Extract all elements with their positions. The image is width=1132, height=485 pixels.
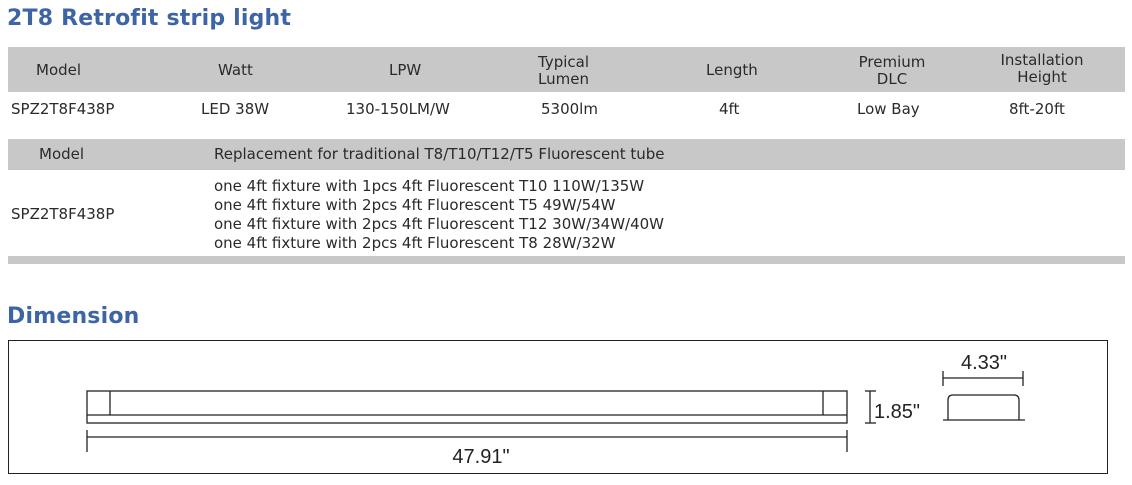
header-lpw: LPW <box>389 61 422 79</box>
replacement-header-description: Replacement for traditional T8/T10/T12/T5 Fluorescent tube <box>214 145 665 163</box>
header-installation-height-line1: Installation <box>1000 51 1084 69</box>
header-length: Length <box>706 61 758 79</box>
fixture-side-view <box>87 391 847 423</box>
width-label: 4.33" <box>960 352 1008 374</box>
row-lpw: 130-150LM/W <box>346 100 450 118</box>
replacement-line-3: one 4ft fixture with 2pcs 4ft Fluorescent T12 30W/34W/40W <box>214 215 665 233</box>
row-model: SPZ2T8F438P <box>11 100 115 118</box>
header-model: Model <box>36 61 82 79</box>
end-view-housing <box>948 395 1019 420</box>
length-label: 47.91" <box>452 446 510 468</box>
dimension-title: Dimension <box>7 304 140 329</box>
header-premium-dlc-line1: Premium <box>858 53 926 71</box>
replacement-header-model: Model <box>39 145 85 163</box>
replacement-line-4: one 4ft fixture with 2pcs 4ft Fluorescent T8 28W/32W <box>214 234 616 252</box>
row-lumen: 5300lm <box>541 100 598 118</box>
replacement-line-1: one 4ft fixture with 1pcs 4ft Fluorescent T10 110W/135W <box>214 177 645 195</box>
header-typical-lumen-line2: Lumen <box>538 70 589 88</box>
row-length: 4ft <box>719 100 740 118</box>
row-watt: LED 38W <box>201 100 270 118</box>
row-installation-height: 8ft-20ft <box>1009 100 1065 118</box>
header-installation-height-line2: Height <box>1017 68 1067 86</box>
replacement-line-2: one 4ft fixture with 2pcs 4ft Fluorescent T5 49W/54W <box>214 196 616 214</box>
header-watt: Watt <box>218 61 253 79</box>
product-title: 2T8 Retrofit strip light <box>7 6 292 31</box>
row-dlc: Low Bay <box>857 100 920 118</box>
header-premium-dlc-line2: DLC <box>876 70 908 88</box>
replacement-model: SPZ2T8F438P <box>11 205 115 223</box>
header-typical-lumen-line1: Typical <box>538 53 589 71</box>
height-label: 1.85" <box>874 401 921 423</box>
fixture-body <box>87 391 847 423</box>
fixture-end-view <box>943 371 1025 420</box>
